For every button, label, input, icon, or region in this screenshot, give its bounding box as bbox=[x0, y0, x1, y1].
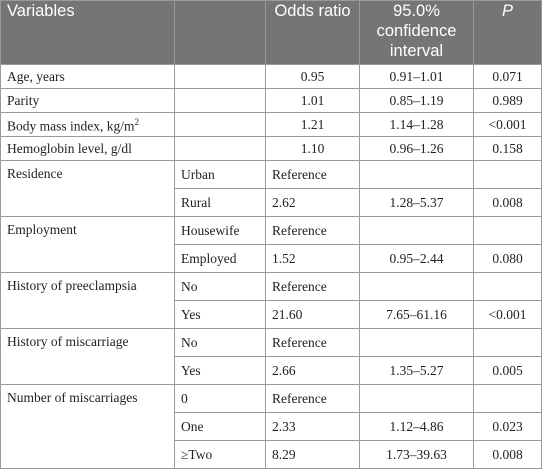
p-cell bbox=[474, 329, 542, 357]
p-cell: 0.005 bbox=[474, 357, 542, 385]
p-cell: 0.008 bbox=[474, 441, 542, 469]
table-row bbox=[1, 89, 542, 113]
level-cell: 0 bbox=[175, 385, 266, 413]
level-cell: No bbox=[175, 273, 266, 301]
level-cell: One bbox=[175, 413, 266, 441]
p-cell: <0.001 bbox=[474, 113, 542, 137]
superscript: 2 bbox=[134, 117, 139, 128]
header-p: P bbox=[474, 1, 542, 65]
ci-cell: 1.12–4.86 bbox=[360, 413, 474, 441]
or-cell: Reference bbox=[266, 329, 360, 357]
or-cell: 1.01 bbox=[266, 89, 360, 113]
table-row bbox=[1, 217, 542, 245]
table-header bbox=[1, 1, 542, 65]
ci-cell: 7.65–61.16 bbox=[360, 301, 474, 329]
p-cell bbox=[474, 273, 542, 301]
p-cell: 0.989 bbox=[474, 89, 542, 113]
table-row bbox=[1, 113, 542, 137]
variable-cell: Employment bbox=[1, 217, 175, 273]
ci-cell: 0.95–2.44 bbox=[360, 245, 474, 273]
p-cell: 0.080 bbox=[474, 245, 542, 273]
level-cell: Housewife bbox=[175, 217, 266, 245]
or-cell: Reference bbox=[266, 273, 360, 301]
or-cell: 2.62 bbox=[266, 189, 360, 217]
table-row bbox=[1, 329, 542, 357]
table-row bbox=[1, 65, 542, 89]
ci-cell: 0.96–1.26 bbox=[360, 137, 474, 161]
ci-cell: 1.35–5.27 bbox=[360, 357, 474, 385]
or-cell: 2.66 bbox=[266, 357, 360, 385]
p-cell bbox=[474, 217, 542, 245]
ci-cell bbox=[360, 385, 474, 413]
header-row bbox=[1, 1, 542, 65]
variable-cell: Residence bbox=[1, 161, 175, 217]
level-cell bbox=[175, 137, 266, 161]
variable-cell: Age, years bbox=[1, 65, 175, 89]
p-cell bbox=[474, 161, 542, 189]
variable-cell: Number of miscarriages bbox=[1, 385, 175, 469]
level-cell bbox=[175, 89, 266, 113]
header-confidence-interval: 95.0% confidence interval bbox=[360, 1, 474, 65]
variable-cell: Hemoglobin level, g/dl bbox=[1, 137, 175, 161]
variable-cell: History of miscarriage bbox=[1, 329, 175, 385]
level-cell bbox=[175, 65, 266, 89]
table-row bbox=[1, 385, 542, 413]
or-cell: 0.95 bbox=[266, 65, 360, 89]
or-cell: 1.10 bbox=[266, 137, 360, 161]
p-cell bbox=[474, 385, 542, 413]
header-blank bbox=[175, 1, 266, 65]
or-cell: Reference bbox=[266, 385, 360, 413]
level-cell: Urban bbox=[175, 161, 266, 189]
p-cell: 0.158 bbox=[474, 137, 542, 161]
or-cell: 8.29 bbox=[266, 441, 360, 469]
level-cell: No bbox=[175, 329, 266, 357]
variable-cell bbox=[1, 113, 175, 137]
variable-text: Body mass index, kg/m bbox=[7, 118, 135, 134]
ci-cell bbox=[360, 217, 474, 245]
variable-cell: Parity bbox=[1, 89, 175, 113]
or-cell: 21.60 bbox=[266, 301, 360, 329]
header-variables: Variables bbox=[1, 1, 175, 65]
ci-cell bbox=[360, 273, 474, 301]
p-cell: 0.008 bbox=[474, 189, 542, 217]
ci-cell: 1.14–1.28 bbox=[360, 113, 474, 137]
p-cell: 0.071 bbox=[474, 65, 542, 89]
table-row bbox=[1, 273, 542, 301]
or-cell: Reference bbox=[266, 217, 360, 245]
table-row bbox=[1, 161, 542, 189]
table-row bbox=[1, 137, 542, 161]
ci-cell bbox=[360, 329, 474, 357]
p-cell: 0.023 bbox=[474, 413, 542, 441]
level-cell: Rural bbox=[175, 189, 266, 217]
level-cell: Yes bbox=[175, 301, 266, 329]
level-cell: Yes bbox=[175, 357, 266, 385]
ci-cell: 1.73–39.63 bbox=[360, 441, 474, 469]
ci-cell bbox=[360, 161, 474, 189]
level-cell: Employed bbox=[175, 245, 266, 273]
header-odds-ratio: Odds ratio bbox=[266, 1, 360, 65]
ci-cell: 0.91–1.01 bbox=[360, 65, 474, 89]
or-cell: Reference bbox=[266, 161, 360, 189]
or-cell: 2.33 bbox=[266, 413, 360, 441]
variable-cell: History of preeclampsia bbox=[1, 273, 175, 329]
or-cell: 1.52 bbox=[266, 245, 360, 273]
level-cell: ≥Two bbox=[175, 441, 266, 469]
or-cell: 1.21 bbox=[266, 113, 360, 137]
ci-cell: 0.85–1.19 bbox=[360, 89, 474, 113]
level-cell bbox=[175, 113, 266, 137]
ci-cell: 1.28–5.37 bbox=[360, 189, 474, 217]
p-cell: <0.001 bbox=[474, 301, 542, 329]
